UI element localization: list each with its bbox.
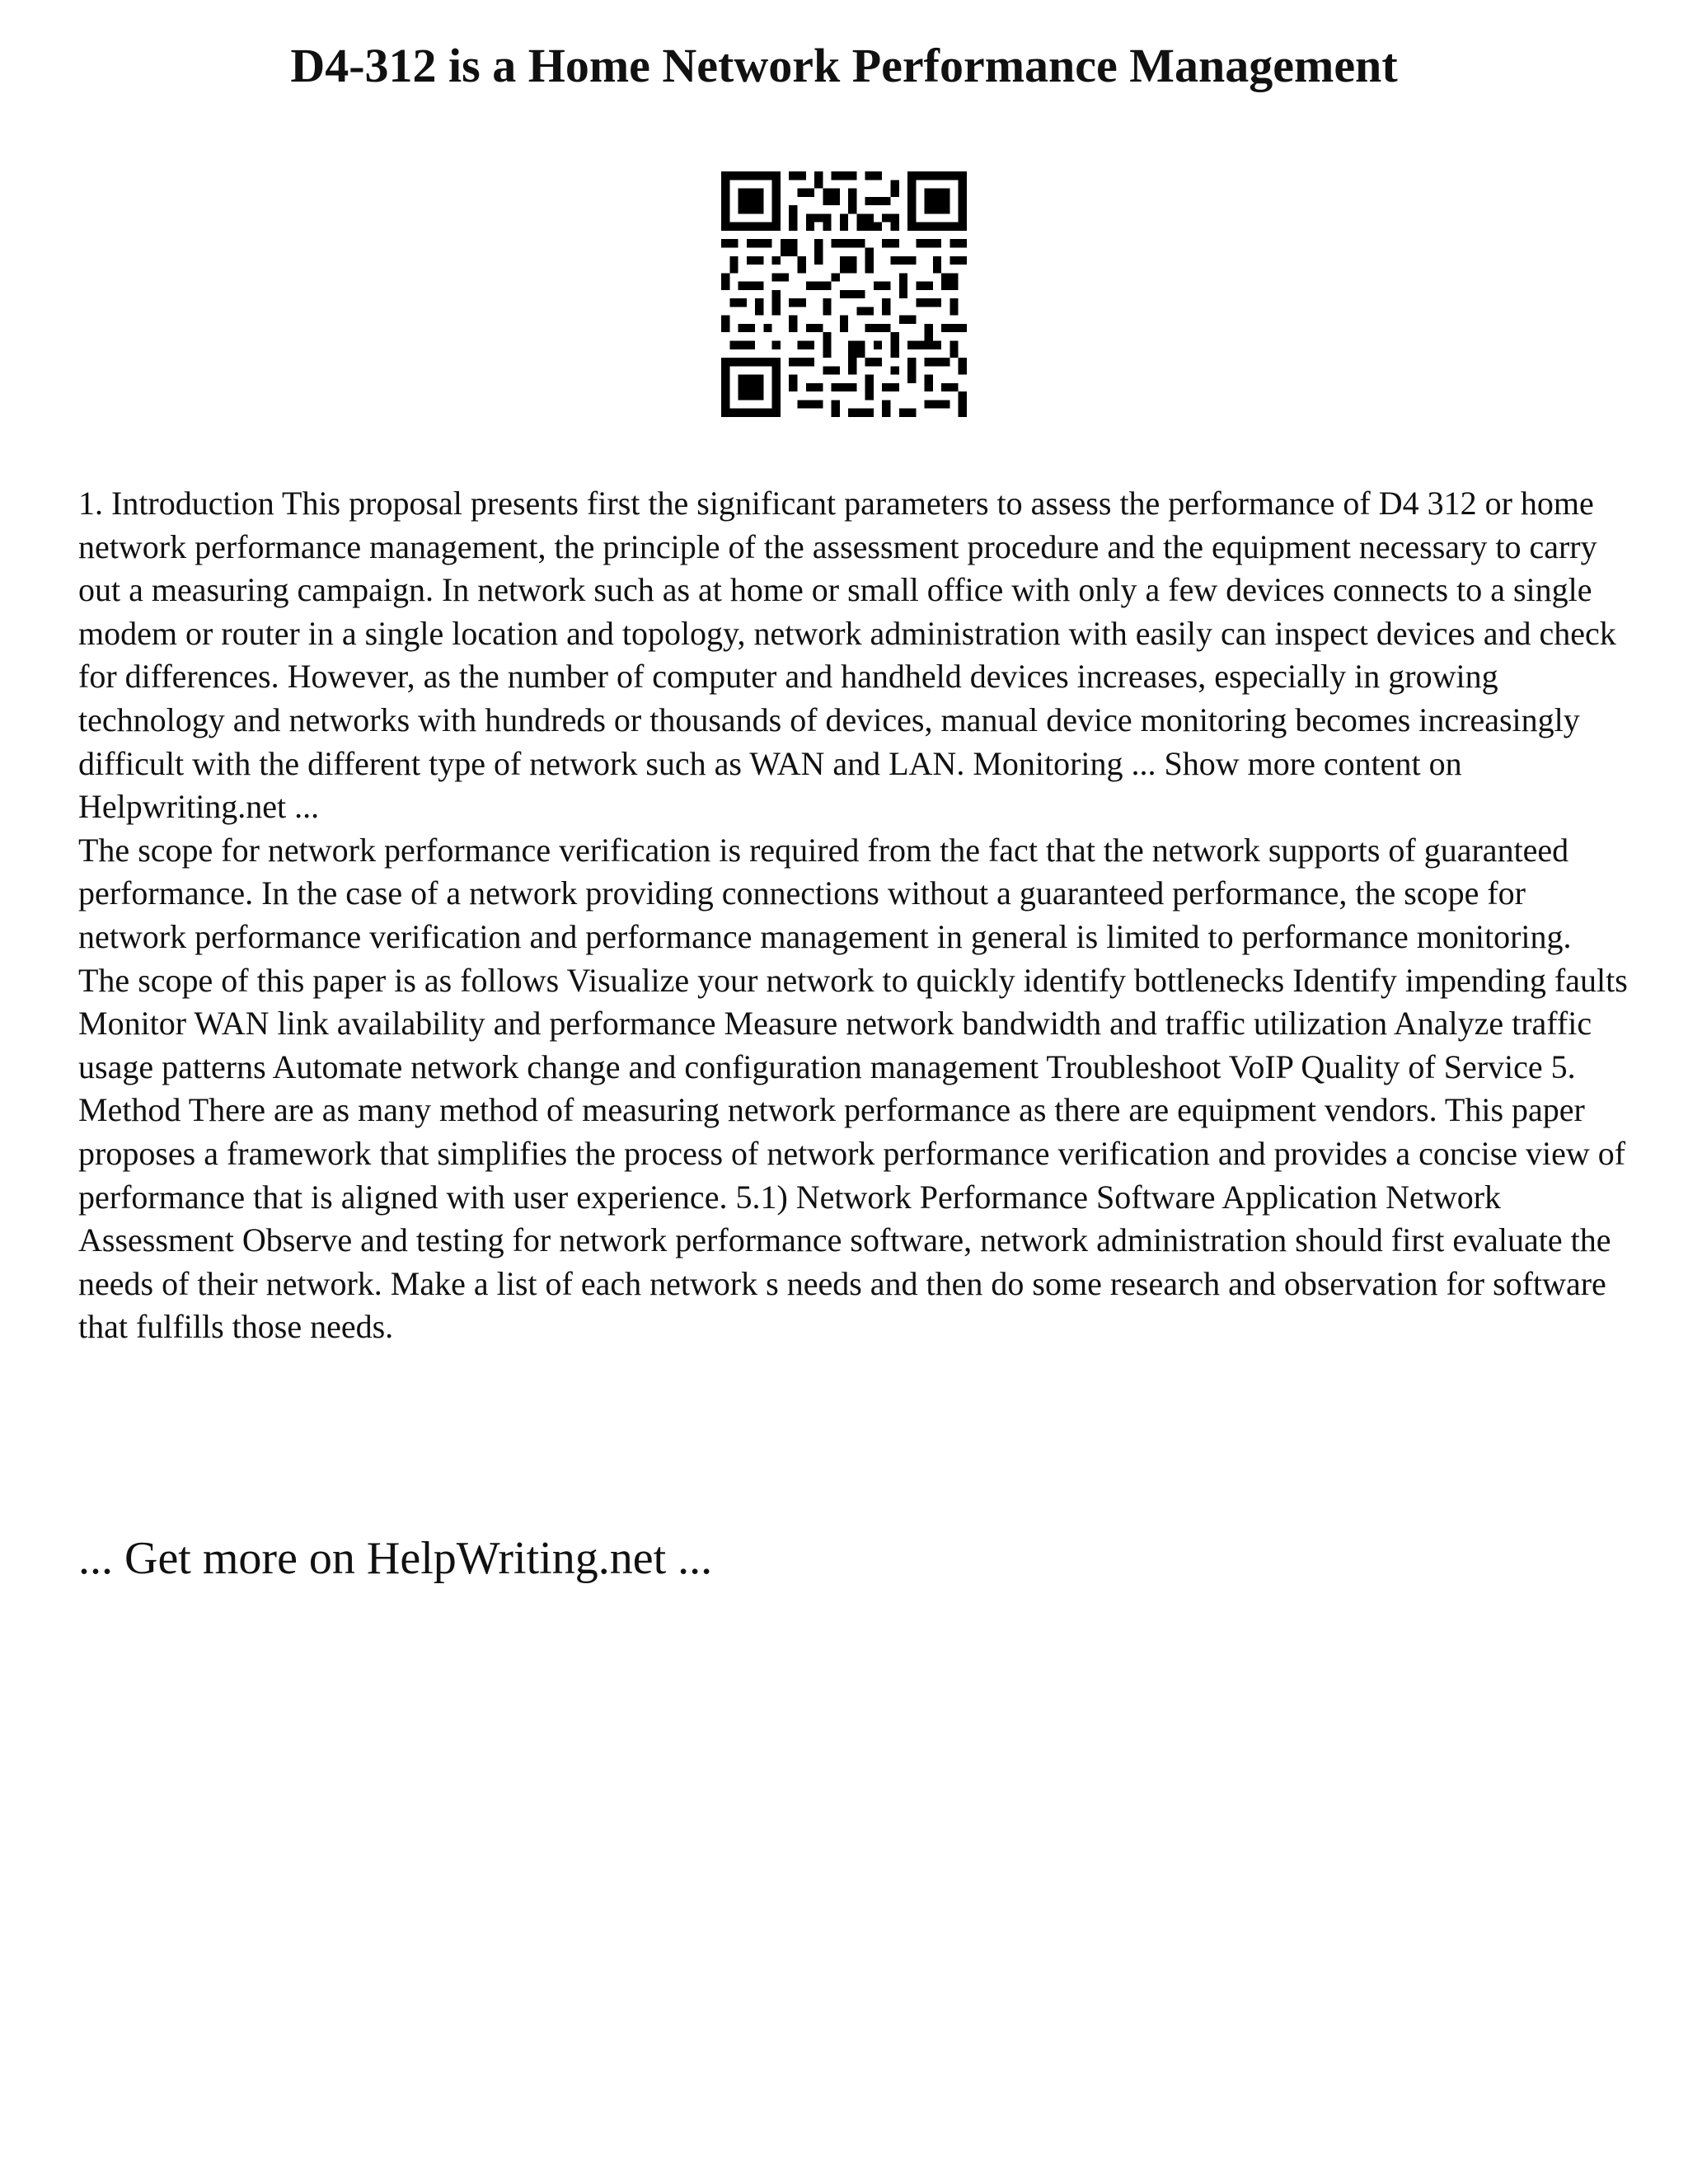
document-body [78,482,1628,1349]
paragraph-scope-method: The scope for network performance verification is required from the fact that the network supports of guaranteed performance. In the case of a network providing connections without a guaranteed performance, the scope for network performance verification and performance management in general is limited to performance monitoring. The scope of this paper is as follows Visualize your network to quickly identify bottlenecks Identify impending faults Monitor WAN link availability and performance Measure network bandwidth and traffic utilization Analyze traffic usage patterns Automate network change and configuration management Troubleshoot VoIP Quality of Service 5. Method There are as many method of measuring network performance as there are equipment vendors. This paper proposes a framework that simplifies the process of network performance verification and provides a concise view of performance that is aligned with user experience. 5.1) Network Performance Software Application Network Assessment Observe and testing for network performance software, network administration should first evaluate the needs of their network. Make a list of each network s needs and then do some research and observation for software that fulfills those needs. [78,831,1628,1346]
document-title: D4-312 is a Home Network Performance Management [290,39,1398,92]
paragraph-introduction: 1. Introduction This proposal presents first the significant parameters to assess the performance of D4 312 or home network performance management, the principle of the assessment procedure and the equipment necessary to carry out a measuring campaign. In network such as at home or small office with only a few devices connects to a single modem or router in a single location and topology, network administration with easily can inspect devices and check for differences. However, as the number of computer and handheld devices increases, especially in growing technology and networks with hundreds or thousands of devices, manual device monitoring becomes increasingly difficult with the different type of network such as WAN and LAN. Monitoring ... Show more content on Helpwriting.net ... [78,485,1616,826]
get-more-link[interactable]: ... Get more on HelpWriting.net ... [78,1533,713,1584]
qr-code-image [721,171,967,417]
